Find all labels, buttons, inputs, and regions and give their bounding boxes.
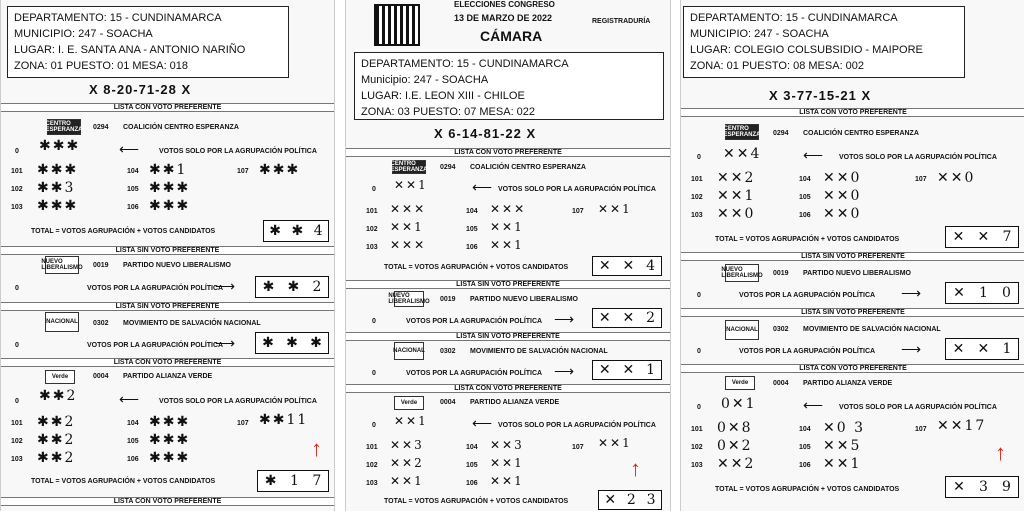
digit: ✕ bbox=[977, 229, 990, 245]
party-code: 0004 bbox=[773, 380, 789, 387]
row-label: 104 bbox=[127, 168, 139, 175]
row-label: 0 bbox=[697, 154, 701, 161]
row-label: 0 bbox=[15, 285, 19, 292]
party-logo: NUEVO LIBERALISMO bbox=[45, 256, 79, 274]
party-code: 0004 bbox=[440, 399, 456, 406]
digit: ✱ bbox=[264, 473, 277, 489]
arrow-left-icon: ⟵ bbox=[803, 397, 824, 413]
row-label: 106 bbox=[127, 456, 139, 463]
zona: ZONA: 01 PUESTO: 08 MESA: 002 bbox=[690, 60, 865, 72]
handwritten-count: ✕✕✕ bbox=[390, 238, 427, 252]
handwritten-count: ✕✕1 bbox=[490, 220, 524, 234]
handwritten-count: ✕✕2 bbox=[390, 456, 424, 470]
handwritten-count: ✕✕3 bbox=[490, 438, 524, 452]
handwritten-count: ✕✕1 bbox=[394, 178, 428, 192]
row-label: 104 bbox=[799, 176, 811, 183]
party-logo: Verde bbox=[725, 376, 755, 390]
section-con: LISTA CON VOTO PREFERENTE bbox=[681, 364, 1024, 373]
row-label: 102 bbox=[691, 444, 703, 451]
handwritten-count: ✱✱2 bbox=[39, 388, 78, 404]
row-label: 106 bbox=[127, 204, 139, 211]
total-label: TOTAL = VOTOS AGRUPACIÓN + VOTOS CANDIDATOS bbox=[31, 228, 216, 235]
digit: 1 bbox=[646, 362, 656, 378]
handwritten-count: ✱✱2 bbox=[37, 432, 76, 448]
chamber-title: CÁMARA bbox=[480, 28, 543, 44]
red-arrow-up-icon: ↑ bbox=[995, 440, 1006, 465]
row-label: 104 bbox=[466, 208, 478, 215]
form-3 bbox=[680, 0, 1024, 511]
total-box bbox=[945, 338, 1019, 360]
handwritten-count: ✕✕1 bbox=[390, 220, 424, 234]
party-name: PARTIDO ALIANZA VERDE bbox=[803, 380, 893, 387]
section-sin: LISTA SIN VOTO PREFERENTE bbox=[346, 280, 670, 289]
handwritten-count: ✱✱2 bbox=[37, 450, 76, 466]
party-code: 0294 bbox=[440, 164, 456, 171]
row-label: 102 bbox=[366, 226, 378, 233]
party-name: PARTIDO NUEVO LIBERALISMO bbox=[803, 270, 911, 277]
row-label: 102 bbox=[366, 462, 378, 469]
digit: 2 bbox=[626, 492, 636, 508]
votos-agrupacion: VOTOS POR LA AGRUPACIÓN POLÍTICA bbox=[739, 348, 876, 355]
handwritten-count: ✱✱2 bbox=[37, 414, 76, 430]
section-con: LISTA CON VOTO PREFERENTE bbox=[1, 358, 334, 367]
arrow-left-icon: ⟵ bbox=[472, 415, 493, 431]
total-label: TOTAL = VOTOS AGRUPACIÓN + VOTOS CANDIDATOS bbox=[31, 478, 216, 485]
party-logo: Verde bbox=[45, 370, 75, 384]
digit: ✕ bbox=[953, 285, 965, 301]
party-name: MOVIMIENTO DE SALVACIÓN NACIONAL bbox=[470, 348, 608, 355]
arrow-right-icon: ⟶ bbox=[901, 285, 922, 301]
dep: DEPARTAMENTO: 15 - CUNDINAMARCA bbox=[361, 58, 569, 70]
handwritten-count: ✱✱✱ bbox=[149, 432, 191, 448]
party-name: MOVIMIENTO DE SALVACIÓN NACIONAL bbox=[123, 320, 261, 327]
total-label: TOTAL = VOTOS AGRUPACIÓN + VOTOS CANDIDATOS bbox=[715, 486, 900, 493]
row-label: 103 bbox=[366, 480, 378, 487]
handwritten-count: ✕✕2 bbox=[717, 456, 756, 472]
arrow-left-icon: ⟵ bbox=[472, 179, 493, 195]
party-name: PARTIDO NUEVO LIBERALISMO bbox=[470, 296, 578, 303]
qr-code-icon bbox=[374, 4, 420, 46]
party-code: 0294 bbox=[93, 124, 109, 131]
handwritten-count: ✕✕2 bbox=[717, 170, 756, 186]
party-name: MOVIMIENTO DE SALVACIÓN NACIONAL bbox=[803, 326, 941, 333]
row-label: 0 bbox=[15, 148, 19, 155]
digit: ✕ bbox=[952, 229, 965, 245]
zona: ZONA: 03 PUESTO: 07 MESA: 022 bbox=[361, 106, 536, 118]
digit: ✱ bbox=[262, 335, 274, 351]
digit: 1 bbox=[1002, 341, 1012, 357]
section-con: LISTA CON VOTO PREFERENTE bbox=[346, 148, 670, 157]
party-code: 0019 bbox=[440, 296, 456, 303]
digit: ✕ bbox=[977, 341, 990, 357]
party-logo: NUEVO LIBERALISMO bbox=[725, 264, 759, 282]
party-logo: NACIONAL bbox=[725, 320, 759, 340]
handwritten-count: ✕✕1 bbox=[823, 456, 862, 472]
row-label: 102 bbox=[11, 186, 23, 193]
party-code: 0294 bbox=[773, 130, 789, 137]
arrow-right-icon: ⟶ bbox=[554, 311, 575, 327]
handwritten-count: ✕0 3 bbox=[823, 420, 865, 436]
digit: 0 bbox=[1002, 285, 1011, 301]
section-con: LISTA CON VOTO PREFERENTE bbox=[1, 497, 334, 506]
party-logo: CENTRO ESPERANZA bbox=[390, 161, 428, 173]
party-name: COALICIÓN CENTRO ESPERANZA bbox=[803, 130, 919, 137]
row-label: 104 bbox=[466, 444, 478, 451]
party-logo: NUEVO LIBERALISMO bbox=[388, 293, 430, 305]
lugar: LUGAR: COLEGIO COLSUBSIDIO - MAIPORE bbox=[690, 44, 923, 56]
digit: ✕ bbox=[953, 479, 965, 495]
digit: ✱ bbox=[287, 279, 300, 295]
row-label: 101 bbox=[366, 444, 378, 451]
section-con: LISTA CON VOTO PREFERENTE bbox=[1, 103, 334, 112]
row-label: 105 bbox=[799, 444, 811, 451]
row-label: 105 bbox=[466, 226, 478, 233]
row-label: 103 bbox=[366, 244, 378, 251]
handwritten-count: ✕✕1 bbox=[717, 188, 756, 204]
arrow-right-icon: ⟶ bbox=[215, 335, 236, 351]
total-box bbox=[257, 470, 329, 492]
header-box bbox=[7, 6, 289, 78]
party-logo: Verde bbox=[394, 396, 424, 410]
votos-solo: VOTOS SOLO POR LA AGRUPACIÓN POLÍTICA bbox=[159, 398, 317, 405]
digit: 3 bbox=[978, 479, 988, 495]
party-code: 0302 bbox=[440, 348, 456, 355]
section-con: LISTA CON VOTO PREFERENTE bbox=[681, 108, 1024, 117]
row-label: 107 bbox=[572, 444, 584, 451]
party-code: 0019 bbox=[93, 262, 109, 269]
row-label: 106 bbox=[799, 462, 811, 469]
handwritten-count: ✕✕1 bbox=[598, 436, 632, 450]
row-label: 103 bbox=[691, 212, 703, 219]
row-label: 0 bbox=[697, 404, 701, 411]
handwritten-count: ✕✕1 bbox=[394, 414, 428, 428]
header-box bbox=[354, 52, 664, 120]
total-box bbox=[592, 308, 662, 328]
votos-solo: VOTOS SOLO POR LA AGRUPACIÓN POLÍTICA bbox=[498, 422, 656, 429]
digit: 4 bbox=[313, 223, 323, 239]
lugar: LUGAR: I. E. SANTA ANA - ANTONIO NARIÑO bbox=[14, 44, 246, 56]
handwritten-count: ✕✕1 bbox=[490, 474, 524, 488]
digit: ✱ bbox=[262, 279, 275, 295]
digit: ✕ bbox=[598, 362, 611, 378]
party-name: COALICIÓN CENTRO ESPERANZA bbox=[470, 164, 586, 171]
handwritten-count: ✱✱3 bbox=[37, 180, 76, 196]
digit: ✕ bbox=[604, 492, 617, 508]
digit: 3 bbox=[646, 492, 656, 508]
votos-solo: VOTOS SOLO POR LA AGRUPACIÓN POLÍTICA bbox=[839, 404, 997, 411]
row-label: 105 bbox=[127, 186, 139, 193]
handwritten-count: ✕✕1 bbox=[598, 202, 632, 216]
arrow-left-icon: ⟵ bbox=[119, 141, 140, 157]
row-label: 107 bbox=[915, 176, 927, 183]
total-box bbox=[945, 226, 1019, 248]
total-label: TOTAL = VOTOS AGRUPACIÓN + VOTOS CANDIDATOS bbox=[715, 236, 900, 243]
handwritten-count: ✱✱✱ bbox=[149, 414, 191, 430]
votos-solo: VOTOS SOLO POR LA AGRUPACIÓN POLÍTICA bbox=[839, 154, 997, 161]
party-logo: NACIONAL bbox=[45, 312, 79, 332]
party-code: 0004 bbox=[93, 373, 109, 380]
row-label: 107 bbox=[237, 420, 249, 427]
votos-solo: VOTOS SOLO POR LA AGRUPACIÓN POLÍTICA bbox=[498, 186, 656, 193]
section-sin: LISTA SIN VOTO PREFERENTE bbox=[346, 332, 670, 341]
votos-agrupacion: VOTOS POR LA AGRUPACIÓN POLÍTICA bbox=[406, 370, 543, 377]
total-box bbox=[255, 276, 329, 298]
votos-agrupacion: VOTOS POR LA AGRUPACIÓN POLÍTICA bbox=[739, 292, 876, 299]
row-label: 105 bbox=[466, 462, 478, 469]
arrow-right-icon: ⟶ bbox=[901, 341, 922, 357]
arrow-right-icon: ⟶ bbox=[215, 278, 236, 294]
handwritten-count: ✱✱11 bbox=[259, 412, 309, 428]
handwritten-count: ✱✱✱ bbox=[37, 162, 79, 178]
digit: ✕ bbox=[622, 362, 635, 378]
handwritten-count: ✱✱✱ bbox=[259, 162, 301, 178]
row-label: 102 bbox=[691, 194, 703, 201]
row-label: 103 bbox=[11, 204, 23, 211]
handwritten-count: ✕✕0 bbox=[937, 170, 976, 186]
row-label: 101 bbox=[691, 426, 703, 433]
handwritten-count: ✱✱1 bbox=[149, 162, 188, 178]
party-logo: CENTRO ESPERANZA bbox=[723, 126, 761, 138]
row-label: 107 bbox=[915, 426, 927, 433]
handwritten-count: ✕✕4 bbox=[723, 146, 762, 162]
row-label: 0 bbox=[372, 422, 376, 429]
digit: ✱ bbox=[310, 335, 322, 351]
handwritten-count: ✕✕5 bbox=[823, 438, 862, 454]
party-code: 0302 bbox=[93, 320, 109, 327]
lugar: LUGAR: I.E. LEON XIII - CHILOE bbox=[361, 90, 525, 102]
form-code: X 3-77-15-21 X bbox=[769, 88, 872, 103]
handwritten-count: ✕✕✕ bbox=[490, 202, 527, 216]
votos-solo: VOTOS SOLO POR LA AGRUPACIÓN POLÍTICA bbox=[159, 148, 317, 155]
handwritten-count: 0✕8 bbox=[717, 420, 753, 436]
handwritten-count: 0✕2 bbox=[717, 438, 753, 454]
section-sin: LISTA SIN VOTO PREFERENTE bbox=[1, 302, 334, 311]
election-title: ELECCIONES CONGRESO bbox=[454, 0, 555, 9]
handwritten-count: ✱✱✱ bbox=[37, 198, 79, 214]
total-label: TOTAL = VOTOS AGRUPACIÓN + VOTOS CANDIDATOS bbox=[384, 264, 569, 271]
row-label: 101 bbox=[691, 176, 703, 183]
total-box bbox=[598, 490, 662, 510]
red-arrow-up-icon: ↑ bbox=[630, 456, 641, 481]
row-label: 103 bbox=[691, 462, 703, 469]
votos-agrupacion: VOTOS POR LA AGRUPACIÓN POLÍTICA bbox=[406, 318, 543, 325]
row-label: 0 bbox=[372, 186, 376, 193]
party-logo: NACIONAL bbox=[394, 342, 424, 360]
row-label: 104 bbox=[799, 426, 811, 433]
digit: ✕ bbox=[622, 310, 635, 326]
handwritten-count: ✕✕0 bbox=[717, 206, 756, 222]
digit: 7 bbox=[1002, 229, 1012, 245]
party-name: PARTIDO ALIANZA VERDE bbox=[470, 399, 560, 406]
total-box bbox=[592, 360, 662, 380]
votos-agrupacion: VOTOS POR LA AGRUPACIÓN POLÍTICA bbox=[87, 285, 224, 292]
handwritten-count: ✕✕1 bbox=[490, 238, 524, 252]
row-label: 103 bbox=[11, 456, 23, 463]
row-label: 0 bbox=[15, 342, 19, 349]
row-label: 106 bbox=[799, 212, 811, 219]
handwritten-count: ✱✱✱ bbox=[149, 180, 191, 196]
row-label: 101 bbox=[11, 420, 23, 427]
dep: DEPARTAMENTO: 15 - CUNDINAMARCA bbox=[690, 12, 898, 24]
total-box bbox=[255, 332, 329, 354]
digit: 9 bbox=[1002, 479, 1011, 495]
row-label: 106 bbox=[466, 244, 478, 251]
total-box bbox=[592, 256, 662, 276]
dep: DEPARTAMENTO: 15 - CUNDINAMARCA bbox=[14, 12, 222, 24]
row-label: 104 bbox=[127, 420, 139, 427]
row-label: 107 bbox=[572, 208, 584, 215]
form-1 bbox=[0, 0, 335, 511]
party-name: PARTIDO ALIANZA VERDE bbox=[123, 373, 213, 380]
total-box bbox=[263, 220, 329, 242]
digit: ✕ bbox=[622, 258, 635, 274]
handwritten-count: ✕✕✕ bbox=[390, 202, 427, 216]
votos-agrupacion: VOTOS POR LA AGRUPACIÓN POLÍTICA bbox=[87, 342, 224, 349]
form-code: X 8-20-71-28 X bbox=[89, 82, 192, 97]
digit: 4 bbox=[646, 258, 656, 274]
section-con: LISTA CON VOTO PREFERENTE bbox=[346, 384, 670, 393]
row-label: 105 bbox=[799, 194, 811, 201]
arrow-left-icon: ⟵ bbox=[119, 391, 140, 407]
handwritten-count: ✱✱✱ bbox=[149, 198, 191, 214]
digit: ✕ bbox=[598, 258, 611, 274]
section-sin: LISTA SIN VOTO PREFERENTE bbox=[681, 252, 1024, 261]
row-label: 101 bbox=[366, 208, 378, 215]
row-label: 0 bbox=[15, 398, 19, 405]
form-2 bbox=[345, 0, 671, 511]
digit: 2 bbox=[646, 310, 656, 326]
section-sin: LISTA SIN VOTO PREFERENTE bbox=[681, 308, 1024, 317]
total-box bbox=[945, 476, 1019, 498]
mun: MUNICIPIO: 247 - SOACHA bbox=[14, 28, 153, 40]
mun: MUNICIPIO: 247 - SOACHA bbox=[690, 28, 829, 40]
arrow-left-icon: ⟵ bbox=[803, 147, 824, 163]
row-label: 0 bbox=[372, 370, 376, 377]
arrow-right-icon: ⟶ bbox=[554, 363, 575, 379]
handwritten-count: ✕✕0 bbox=[823, 206, 862, 222]
digit: ✕ bbox=[598, 310, 611, 326]
row-label: 107 bbox=[237, 168, 249, 175]
handwritten-count: 0✕1 bbox=[721, 396, 757, 412]
zona: ZONA: 01 PUESTO: 01 MESA: 018 bbox=[14, 60, 189, 72]
row-label: 106 bbox=[466, 480, 478, 487]
handwritten-count: ✱✱✱ bbox=[149, 450, 191, 466]
row-label: 0 bbox=[697, 348, 701, 355]
row-label: 0 bbox=[372, 318, 376, 325]
party-name: PARTIDO NUEVO LIBERALISMO bbox=[123, 262, 231, 269]
digit: ✱ bbox=[291, 223, 304, 239]
party-name: COALICIÓN CENTRO ESPERANZA bbox=[123, 124, 239, 131]
section-sin: LISTA SIN VOTO PREFERENTE bbox=[1, 246, 334, 255]
party-logo: CENTRO ESPERANZA bbox=[45, 121, 83, 133]
total-label: TOTAL = VOTOS AGRUPACIÓN + VOTOS CANDIDATOS bbox=[384, 498, 569, 505]
election-date: 13 DE MARZO DE 2022 bbox=[454, 13, 553, 23]
form-code: X 6-14-81-22 X bbox=[434, 126, 537, 141]
handwritten-count: ✱✱✱ bbox=[39, 138, 81, 154]
row-label: 102 bbox=[11, 438, 23, 445]
handwritten-count: ✕✕0 bbox=[823, 188, 862, 204]
digit: ✕ bbox=[952, 341, 965, 357]
digit: 7 bbox=[312, 473, 322, 489]
digit: ✱ bbox=[286, 335, 298, 351]
row-label: 105 bbox=[127, 438, 139, 445]
mun: Municipio: 247 - SOACHA bbox=[361, 74, 489, 86]
handwritten-count: ✕✕17 bbox=[937, 418, 987, 434]
row-label: 101 bbox=[11, 168, 23, 175]
digit: ✱ bbox=[269, 223, 281, 239]
red-arrow-up-icon: ↑ bbox=[311, 436, 322, 461]
digit: 1 bbox=[289, 473, 299, 489]
registraduria-logo: REGISTRADURÍA bbox=[592, 18, 651, 25]
row-label: 0 bbox=[697, 292, 701, 299]
header-box bbox=[683, 6, 965, 78]
digit: 1 bbox=[978, 285, 988, 301]
handwritten-count: ✕✕1 bbox=[490, 456, 524, 470]
party-code: 0019 bbox=[773, 270, 789, 277]
digit: 2 bbox=[312, 279, 322, 295]
party-code: 0302 bbox=[773, 326, 789, 333]
handwritten-count: ✕✕0 bbox=[823, 170, 862, 186]
total-box bbox=[945, 282, 1019, 304]
handwritten-count: ✕✕1 bbox=[390, 474, 424, 488]
handwritten-count: ✕✕3 bbox=[390, 438, 424, 452]
